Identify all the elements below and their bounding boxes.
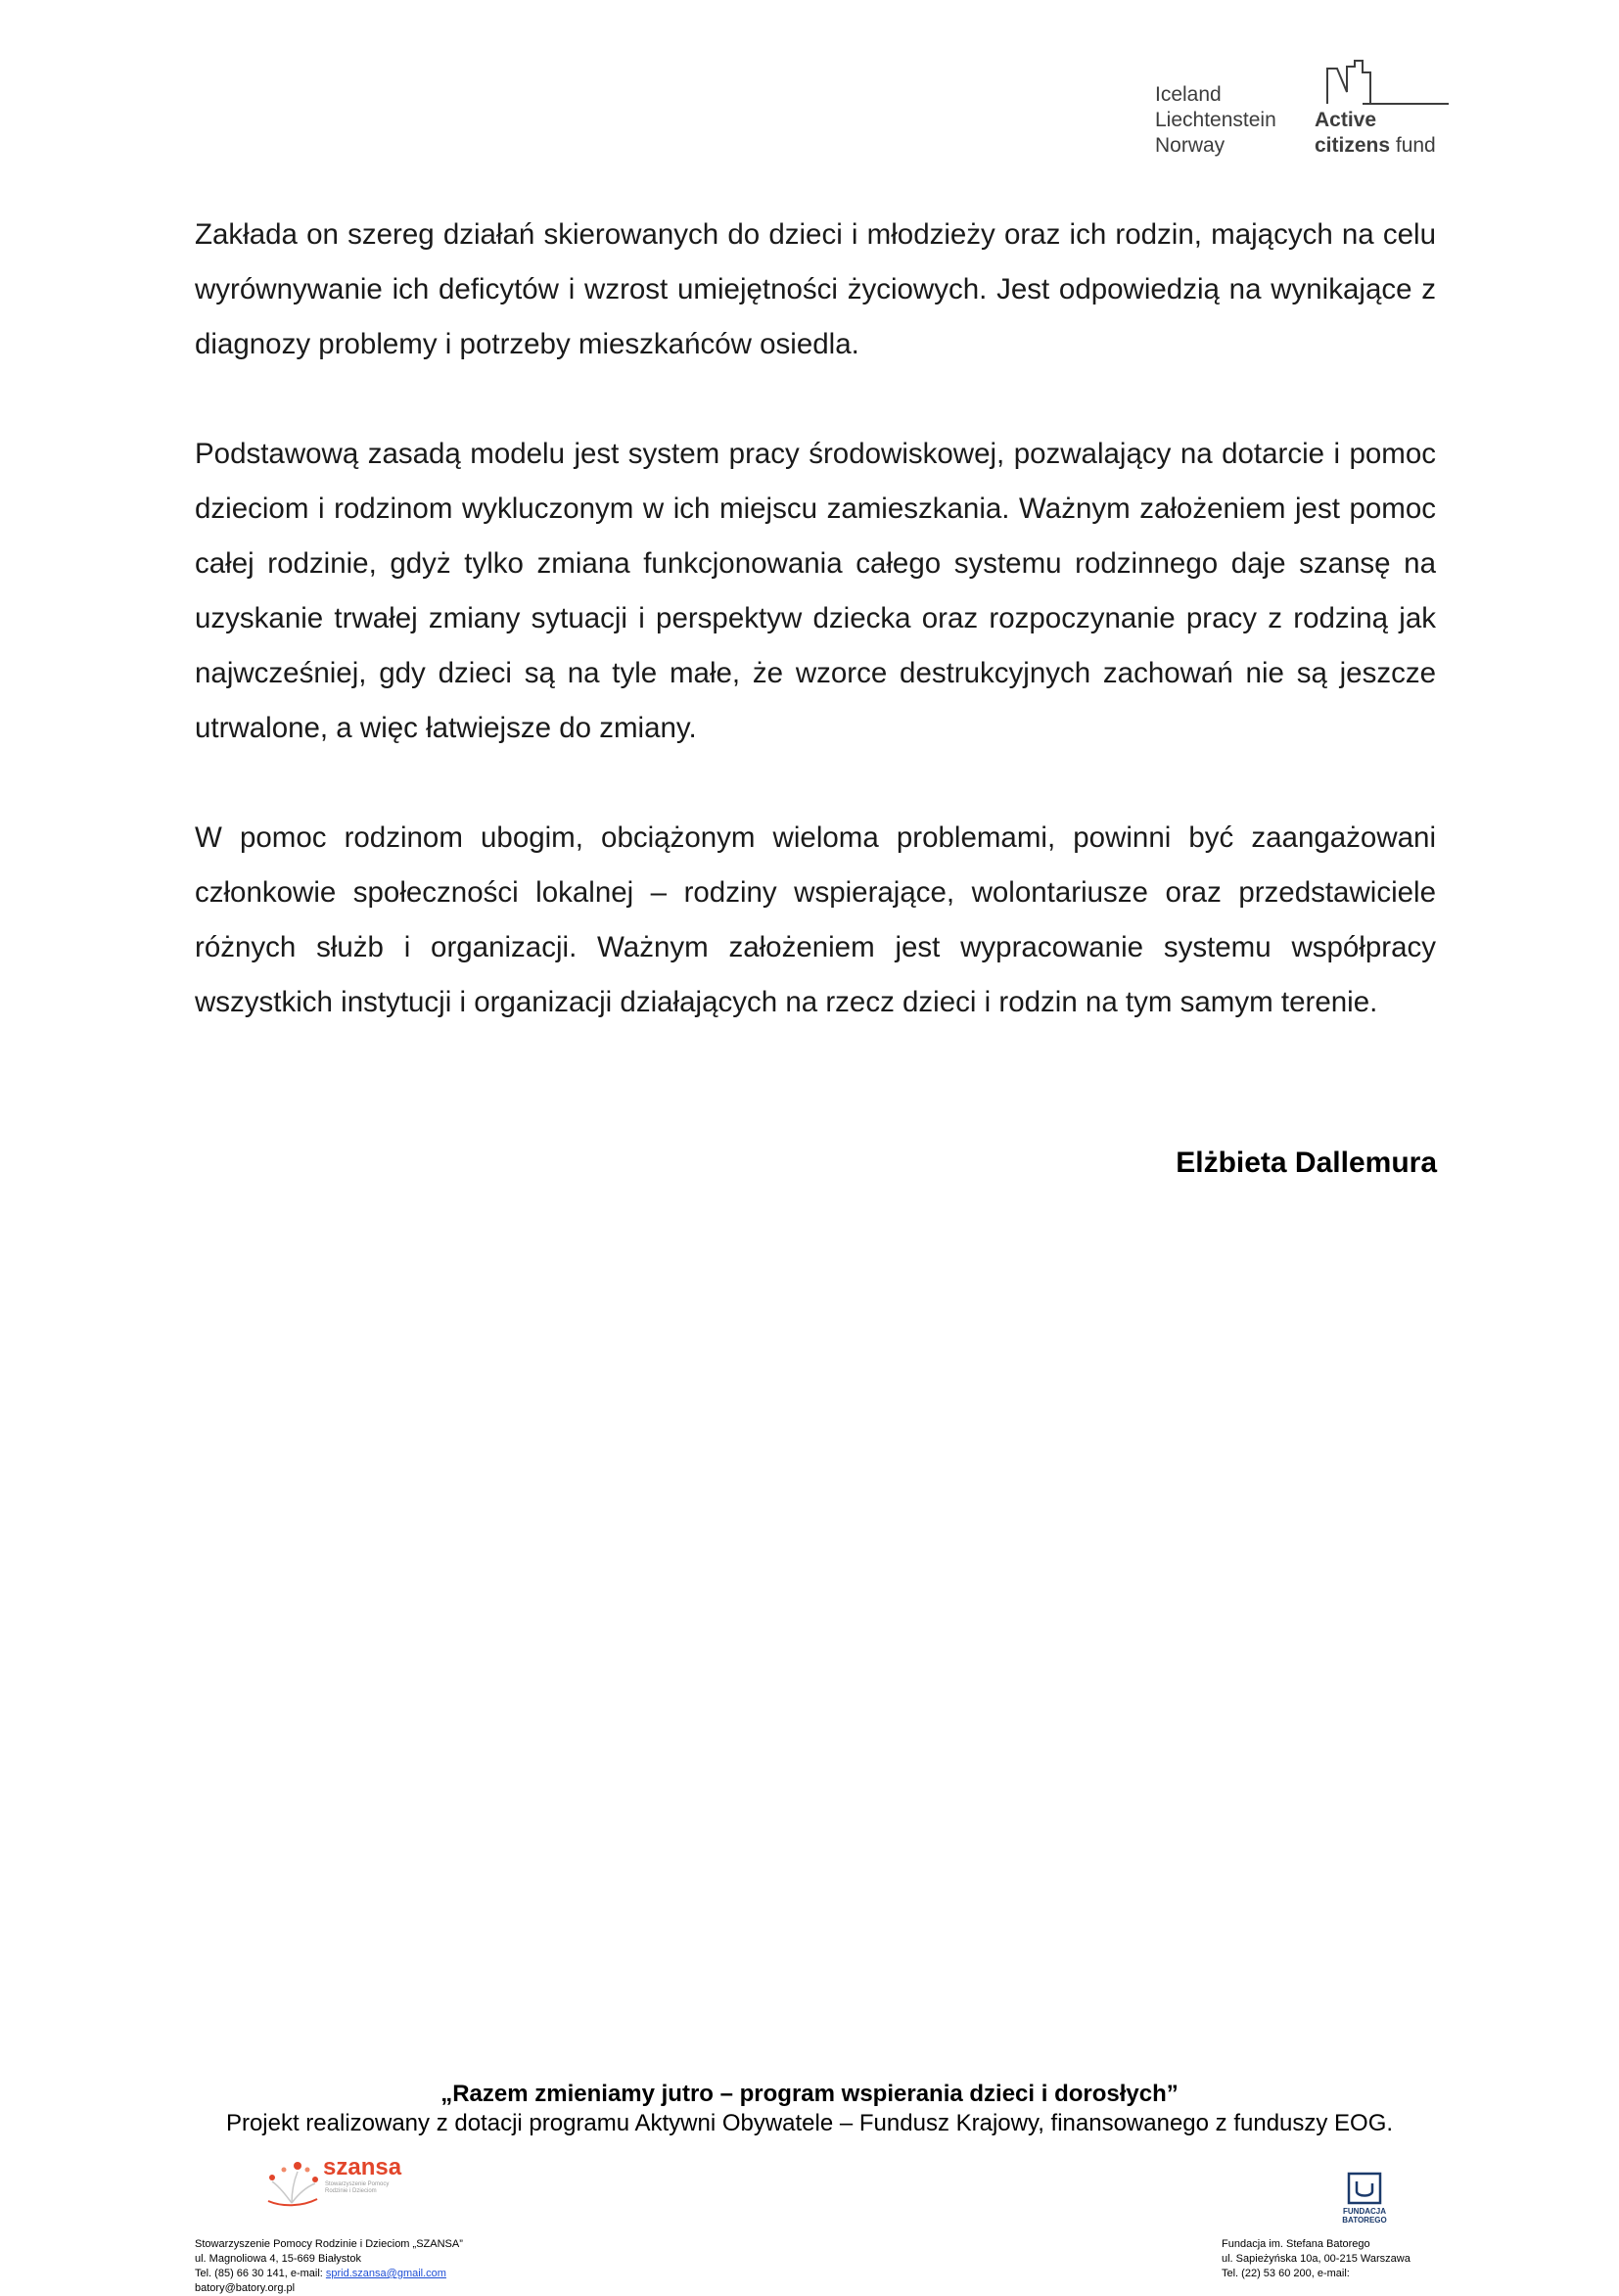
batory-logo-line-1: FUNDACJA <box>1343 2207 1386 2216</box>
left-tel: Tel. (85) 66 30 141, e-mail: <box>195 2268 326 2279</box>
fund-line-2-bold: citizens <box>1315 134 1391 157</box>
szansa-figure-icon <box>262 2152 321 2207</box>
paragraph-2: Podstawową zasadą modelu jest system pracy środowiskowej, pozwalający na dotarcie i pomoc dzieciom i rodzinom wykluczonym w ich miejscu zamieszkania. Ważnym założeniem jest pomoc całej rodzinie, gdyż tylko zmiana funkcjonowania całego systemu rodzinnego daje szansę na uzyskanie trwałej zmiany sytuacji i perspektyw dziecka oraz rozpoczynanie pracy z rodziną jak najwcześniej, gdy dzieci są na tyle małe, że wzorce destrukcyjnych zachowań nie są jeszcze utrwalone, a więc łatwiejsze do zmiany. <box>195 438 1436 744</box>
paragraph-3: W pomoc rodzinom ubogim, obciążonym wieloma problemami, powinni być zaangażowani członkowie społeczności lokalnej – rodziny wspierające, wolontariusze oraz przedstawiciele różnych służb i organizacji. Ważnym założeniem jest wypracowanie systemu współpracy wszystkich instytucji i organizacji działających na rzecz dzieci i rodzin na tym samym terenie. <box>195 821 1436 1018</box>
footer-right-contact <box>1222 2237 1411 2281</box>
fund-line-1: Active <box>1315 109 1377 131</box>
footer-title: „Razem zmieniamy jutro – program wspierania dzieci i dorosłych” <box>440 2081 1179 2107</box>
active-citizens-fund-logo <box>1155 59 1449 166</box>
left-tel-line <box>195 2267 463 2281</box>
donor-countries <box>1155 82 1276 159</box>
szansa-logo <box>262 2152 409 2207</box>
right-org-name: Fundacja im. Stefana Batorego <box>1222 2238 1370 2250</box>
fund-name <box>1315 108 1436 159</box>
fund-line-2-light: fund <box>1390 134 1436 157</box>
right-address: ul. Sapieżyńska 10a, 00-215 Warszawa <box>1222 2253 1411 2265</box>
body-text <box>195 208 1436 1030</box>
szansa-logo-tagline: Stowarzyszenie Pomocy Rodzinie i Dzieciom <box>325 2181 390 2194</box>
footer-subtitle: Projekt realizowany z dotacji programu Aktywni Obywatele – Fundusz Krajowy, finansowanego z funduszy EOG. <box>225 2110 1394 2136</box>
signature: Elżbieta Dallemura <box>1176 1147 1437 1179</box>
left-extra-email: batory@batory.org.pl <box>195 2282 296 2294</box>
footer-left-contact <box>195 2237 463 2296</box>
batory-emblem-icon <box>1347 2172 1382 2205</box>
country-liechtenstein: Liechtenstein <box>1155 109 1276 131</box>
szansa-logo-word: szansa <box>323 2154 402 2180</box>
left-address: ul. Magnoliowa 4, 15-669 Białystok <box>195 2253 361 2265</box>
country-norway: Norway <box>1155 134 1226 157</box>
fund-line-2 <box>1315 133 1436 159</box>
right-tel: Tel. (22) 53 60 200, e-mail: <box>1222 2268 1350 2279</box>
left-email-link[interactable]: sprid.szansa@gmail.com <box>325 2268 446 2279</box>
batory-logo-line-2: BATOREGO <box>1342 2216 1387 2225</box>
batory-logo <box>1335 2172 1394 2230</box>
country-iceland: Iceland <box>1155 83 1222 106</box>
paragraph-1: Zakłada on szereg działań skierowanych do dzieci i młodzieży oraz ich rodzin, mających na celu wyrównywanie ich deficytów i wzrost umiejętności życiowych. Jest odpowiedzią na wynikające z diagnozy problemy i potrzeby mieszkańców osiedla. <box>195 218 1436 360</box>
left-org-name: Stowarzyszenie Pomocy Rodzinie i Dzieciom „SZANSA” <box>195 2238 463 2250</box>
batory-logo-text <box>1335 2207 1394 2225</box>
